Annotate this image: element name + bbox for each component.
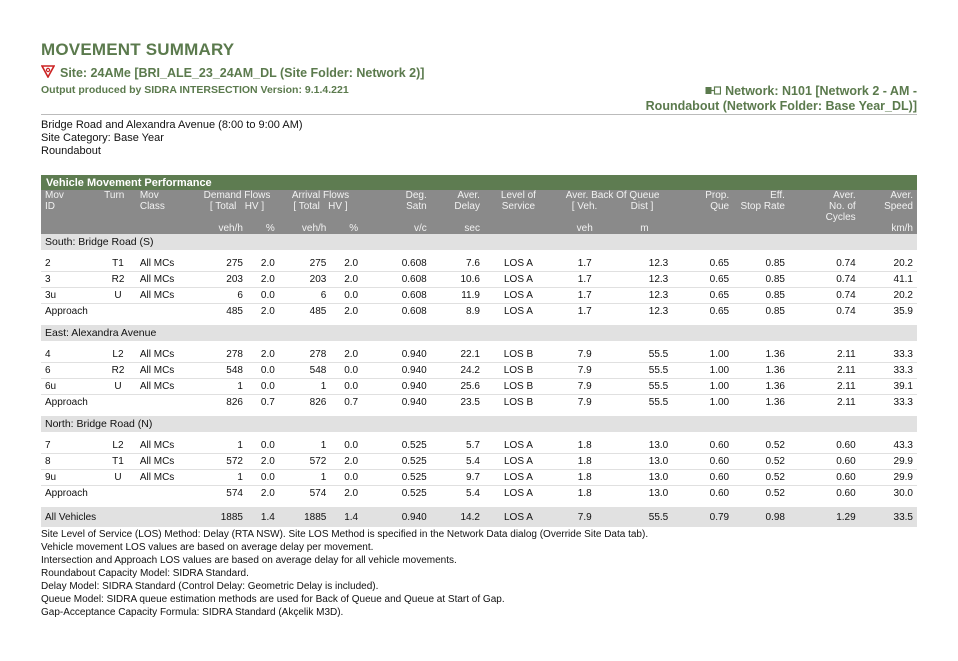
table-cell: 6 — [195, 288, 247, 304]
table-cell: 1 — [195, 379, 247, 395]
table-cell: LOS A — [484, 507, 553, 527]
table-cell: 0.608 — [362, 256, 431, 272]
notes — [41, 528, 648, 619]
table-cell: All MCs — [136, 379, 195, 395]
table-cell: All MCs — [136, 470, 195, 486]
table-cell: LOS A — [484, 288, 553, 304]
unit-speed: km/h — [860, 223, 917, 234]
table-cell: 1.8 — [577, 488, 592, 499]
table-cell: 0.0 — [247, 470, 279, 486]
table-cell: 1.4 — [330, 507, 362, 527]
col-aver-speed: Aver. Speed — [860, 190, 917, 223]
table-cell: 548 — [279, 363, 331, 379]
table-cell: 0.940 — [362, 507, 431, 527]
table-cell: 2.0 — [247, 347, 279, 363]
table-cell: 13.0 — [648, 488, 669, 499]
table-cell: 0.7 — [260, 397, 275, 408]
table-cell: 548 — [195, 363, 247, 379]
table-cell: 0.85 — [765, 306, 785, 317]
table-cell: All MCs — [136, 288, 195, 304]
table-cell: T1 — [100, 454, 136, 470]
table-cell: 0.65 — [709, 306, 730, 317]
table-cell: 35.9 — [893, 306, 913, 317]
table-cell: 7 — [41, 438, 100, 454]
table-cell: 41.1 — [860, 272, 917, 288]
table-cell: 7.9 — [553, 379, 617, 395]
table-cell: 9.7 — [431, 470, 484, 486]
unit-queue-dist: m — [617, 223, 673, 234]
table-cell: 7.9 — [553, 363, 617, 379]
meta-type: Roundabout — [41, 145, 101, 157]
table-cell: 14.2 — [431, 507, 484, 527]
table-cell: 1.36 — [733, 363, 789, 379]
table-cell: R2 — [100, 363, 136, 379]
table-cell: 2.0 — [247, 272, 279, 288]
table-cell — [136, 395, 195, 411]
table-cell: 1.7 — [553, 256, 617, 272]
table-cell: 0.74 — [789, 288, 860, 304]
table-cell: 826 — [309, 397, 327, 408]
table-cell: All MCs — [136, 363, 195, 379]
table-cell: 33.3 — [860, 363, 917, 379]
table-cell: 20.2 — [860, 288, 917, 304]
table-row — [41, 470, 917, 486]
table-cell: 1 — [279, 379, 331, 395]
table-cell: 0.0 — [247, 363, 279, 379]
table-cell: 22.1 — [431, 347, 484, 363]
note: Vehicle movement LOS values are based on average delay per movement. — [41, 542, 374, 553]
table-cell: LOS B — [484, 379, 553, 395]
network-heading — [646, 84, 917, 114]
table-cell: LOS A — [484, 470, 553, 486]
table-cell: 12.3 — [617, 256, 673, 272]
table-cell: 2.11 — [789, 379, 860, 395]
table-cell: 1.36 — [733, 379, 789, 395]
table-cell: 1.7 — [553, 272, 617, 288]
table-cell — [136, 507, 195, 527]
table-cell: 1.00 — [672, 347, 733, 363]
table-cell: 39.1 — [860, 379, 917, 395]
table-cell: 0.940 — [362, 379, 431, 395]
table-cell: 0.74 — [789, 272, 860, 288]
table-cell: 4 — [41, 347, 100, 363]
section-header — [41, 234, 917, 250]
table-cell: 0.85 — [733, 256, 789, 272]
table-cell: 0.608 — [401, 306, 427, 317]
table-cell: All MCs — [136, 438, 195, 454]
table-cell: 0.940 — [362, 363, 431, 379]
table-cell: 1.8 — [553, 438, 617, 454]
table-cell: 0.79 — [672, 507, 733, 527]
table-cell: 23.5 — [460, 397, 480, 408]
table-cell: 0.940 — [401, 397, 427, 408]
table-cell: Approach — [45, 306, 88, 317]
table-cell: 2.0 — [247, 454, 279, 470]
unit-demand-hv: % — [247, 223, 279, 234]
table-cell: LOS A — [503, 488, 533, 499]
unit-deg-satn: v/c — [362, 223, 431, 234]
col-deg-satn: Deg. Satn — [362, 190, 431, 223]
note: Intersection and Approach LOS values are based on average delay for all vehicle movements. — [41, 555, 457, 566]
table-cell: 0.0 — [247, 379, 279, 395]
table-row — [41, 272, 917, 288]
col-aver-delay: Aver. Delay — [431, 190, 484, 223]
network-line-2: Roundabout (Network Folder: Base Year_DL)] — [645, 99, 917, 114]
table-cell: 0.52 — [733, 438, 789, 454]
table-cell: 1.7 — [553, 288, 617, 304]
table-cell: LOS A — [484, 272, 553, 288]
table-cell: 33.3 — [860, 347, 917, 363]
table-row — [41, 454, 917, 470]
table-cell: 2.0 — [330, 272, 362, 288]
table-cell: 0.52 — [733, 454, 789, 470]
table-cell: 1.36 — [765, 397, 785, 408]
table-row — [41, 438, 917, 454]
table-cell: 7.9 — [553, 507, 617, 527]
table-cell: 2.0 — [344, 488, 359, 499]
unit-delay: sec — [431, 223, 484, 234]
produced-by: Output produced by SIDRA INTERSECTION Version: 9.1.4.221 — [41, 84, 349, 96]
table-cell: 0.60 — [789, 438, 860, 454]
table-cell: 0.60 — [789, 454, 860, 470]
table-cell: 0.525 — [362, 470, 431, 486]
col-back-of-queue: Aver. Back Of Queue [ Veh. Dist ] — [553, 190, 672, 223]
table-cell: 2 — [41, 256, 100, 272]
table-cell: 0.608 — [362, 272, 431, 288]
table-row — [41, 363, 917, 379]
table-cell: 12.3 — [648, 306, 669, 317]
table-cell: LOS A — [484, 256, 553, 272]
table-cell: 55.5 — [617, 363, 673, 379]
table-cell: 0.85 — [733, 272, 789, 288]
section-label: East: Alexandra Avenue — [41, 325, 917, 341]
table-cell: U — [100, 470, 136, 486]
table-cell: 0.525 — [401, 488, 427, 499]
table-cell: 5.4 — [431, 454, 484, 470]
movement-table — [41, 175, 917, 527]
table-cell: 1 — [279, 470, 331, 486]
approach-row — [41, 486, 917, 502]
unit-demand-total: veh/h — [195, 223, 247, 234]
table-cell: 574 — [309, 488, 327, 499]
site-label: Site: 24AMe [BRI_ALE_23_24AM_DL (Site Folder: Network 2)] — [60, 65, 425, 80]
table-cell: 6u — [41, 379, 100, 395]
table-header-row — [41, 190, 917, 223]
table-cell: 278 — [195, 347, 247, 363]
col-arrival-flows: Arrival Flows [ Total HV ] — [279, 190, 362, 223]
table-cell: 2.0 — [330, 347, 362, 363]
site-heading — [41, 64, 424, 81]
table-cell: 0.98 — [733, 507, 789, 527]
table-cell: 203 — [195, 272, 247, 288]
table-cell: 0.0 — [330, 288, 362, 304]
table-cell: 0.60 — [836, 488, 856, 499]
table-cell: 20.2 — [860, 256, 917, 272]
table-cell: 1 — [195, 470, 247, 486]
table-cell: 275 — [279, 256, 331, 272]
table-cell: 1885 — [195, 507, 247, 527]
table-cell — [136, 486, 195, 502]
table-cell: 826 — [226, 397, 243, 408]
table-cell: 33.3 — [893, 397, 913, 408]
table-cell: LOS B — [503, 397, 534, 408]
table-cell: LOS A — [484, 454, 553, 470]
table-cell: 0.0 — [330, 363, 362, 379]
col-demand-flows: Demand Flows [ Total HV ] — [195, 190, 279, 223]
table-cell — [136, 304, 195, 320]
unit-arrival-total: veh/h — [279, 223, 331, 234]
table-cell: LOS A — [484, 438, 553, 454]
table-cell: 0.0 — [330, 470, 362, 486]
table-cell: U — [100, 288, 136, 304]
table-cell: 12.3 — [617, 288, 673, 304]
roundabout-site-icon — [41, 64, 55, 81]
table-cell: 2.11 — [789, 347, 860, 363]
table-cell: All MCs — [136, 272, 195, 288]
table-cell: 0.85 — [733, 288, 789, 304]
table-cell: 0.60 — [709, 488, 730, 499]
table-cell: Approach — [45, 488, 88, 499]
table-cell: 1.00 — [709, 397, 730, 408]
table-cell: LOS A — [503, 306, 533, 317]
note: Roundabout Capacity Model: SIDRA Standard. — [41, 568, 249, 579]
table-cell: 29.9 — [860, 470, 917, 486]
table-cell: 12.3 — [617, 272, 673, 288]
table-cell: 10.6 — [431, 272, 484, 288]
table-cell: 0.525 — [362, 454, 431, 470]
header-divider — [41, 114, 917, 115]
table-cell: 0.7 — [344, 397, 359, 408]
table-cell: 0.52 — [765, 488, 785, 499]
table-cell: 572 — [195, 454, 247, 470]
table-cell: 572 — [279, 454, 331, 470]
table-cell: 1.36 — [733, 347, 789, 363]
table-cell: 55.5 — [617, 507, 673, 527]
table-cell: 30.0 — [893, 488, 913, 499]
table-cell: 2.0 — [344, 306, 359, 317]
table-cell: LOS B — [484, 347, 553, 363]
table-cell: 0.60 — [789, 470, 860, 486]
table-row — [41, 347, 917, 363]
table-cell: 0.60 — [672, 454, 733, 470]
table-cell: 55.5 — [648, 397, 669, 408]
col-prop-que: Prop. Que — [672, 190, 733, 223]
table-cell: 0.65 — [672, 288, 733, 304]
table-cell: 1.8 — [553, 470, 617, 486]
table-cell: L2 — [100, 347, 136, 363]
table-cell — [100, 507, 136, 527]
table-cell: All MCs — [136, 256, 195, 272]
col-eff-stop-rate: Eff. Stop Rate — [733, 190, 789, 223]
table-cell: 33.5 — [860, 507, 917, 527]
table-cell: LOS B — [484, 363, 553, 379]
table-cell: 5.4 — [466, 488, 480, 499]
table-cell: 1.00 — [672, 379, 733, 395]
table-row — [41, 256, 917, 272]
table-cell: 8 — [41, 454, 100, 470]
table-cell: 24.2 — [431, 363, 484, 379]
table-cell: 0.74 — [836, 306, 856, 317]
table-cell — [100, 304, 136, 320]
table-cell: 0.65 — [672, 272, 733, 288]
table-cell: 5.7 — [431, 438, 484, 454]
table-cell: 0.0 — [247, 438, 279, 454]
table-cell: 6 — [279, 288, 331, 304]
table-cell: 7.9 — [577, 397, 592, 408]
table-cell: 278 — [279, 347, 331, 363]
table-cell: 1.8 — [553, 454, 617, 470]
table-cell: 275 — [195, 256, 247, 272]
meta-category: Site Category: Base Year — [41, 132, 164, 144]
table-cell: 203 — [279, 272, 331, 288]
col-aver-cycles: Aver. No. of Cycles — [789, 190, 860, 223]
section-label: North: Bridge Road (N) — [41, 416, 917, 432]
table-cell: 13.0 — [617, 438, 673, 454]
table-cell: 0.65 — [672, 256, 733, 272]
table-cell — [100, 395, 136, 411]
table-cell: 2.0 — [260, 488, 275, 499]
col-mov-id: Mov ID — [41, 190, 100, 223]
col-level-of-service: Level of Service — [484, 190, 553, 223]
table-cell: 3u — [41, 288, 100, 304]
table-cell: 8.9 — [466, 306, 480, 317]
unit-arrival-hv: % — [330, 223, 362, 234]
table-cell: All MCs — [136, 454, 195, 470]
table-cell: 2.0 — [330, 454, 362, 470]
table-cell: 43.3 — [860, 438, 917, 454]
table-cell: 0.525 — [362, 438, 431, 454]
table-cell: 6 — [41, 363, 100, 379]
note: Site Level of Service (LOS) Method: Delay (RTA NSW). Site LOS Method is specified in the Network Data dialog (Override Site Data tab). — [41, 529, 649, 540]
table-cell: 2.0 — [247, 256, 279, 272]
table-cell: T1 — [100, 256, 136, 272]
table-cell: 0.608 — [362, 288, 431, 304]
table-cell: 9u — [41, 470, 100, 486]
table-cell: 0.60 — [672, 438, 733, 454]
all-vehicles-row — [41, 507, 917, 527]
table-row — [41, 288, 917, 304]
section-header — [41, 416, 917, 432]
meta-location: Bridge Road and Alexandra Avenue (8:00 to 9:00 AM) — [41, 119, 303, 131]
table-cell: 2.11 — [789, 363, 860, 379]
table-cell: 1.4 — [247, 507, 279, 527]
table-cell: 0.60 — [672, 470, 733, 486]
col-mov-class: Mov Class — [136, 190, 195, 223]
table-cell: 29.9 — [860, 454, 917, 470]
table-cell: 1.29 — [789, 507, 860, 527]
network-icon — [705, 84, 721, 99]
table-cell: 7.6 — [431, 256, 484, 272]
section-label: South: Bridge Road (S) — [41, 234, 917, 250]
table-units-row — [41, 223, 917, 234]
table-cell: 1 — [195, 438, 247, 454]
network-line-1: Network: N101 [Network 2 - AM - — [725, 84, 917, 98]
table-cell: 3 — [41, 272, 100, 288]
table-cell: 485 — [226, 306, 243, 317]
note: Delay Model: SIDRA Standard (Control Delay: Geometric Delay is included). — [41, 581, 379, 592]
table-cell: 2.11 — [836, 397, 856, 408]
table-cell: 13.0 — [617, 470, 673, 486]
table-cell: 55.5 — [617, 347, 673, 363]
table-cell: 2.0 — [330, 256, 362, 272]
page-title: MOVEMENT SUMMARY — [41, 40, 235, 59]
table-cell: 0.74 — [789, 256, 860, 272]
table-cell: 0.0 — [330, 438, 362, 454]
table-cell: 1885 — [279, 507, 331, 527]
table-cell: L2 — [100, 438, 136, 454]
table-cell: 0.0 — [247, 288, 279, 304]
table-cell: 0.0 — [330, 379, 362, 395]
table-cell: 0.52 — [733, 470, 789, 486]
table-cell: Approach — [45, 397, 88, 408]
note: Gap-Acceptance Capacity Formula: SIDRA Standard (Akçelik M3D). — [41, 607, 344, 618]
table-cell: 55.5 — [617, 379, 673, 395]
table-cell — [100, 486, 136, 502]
site-meta — [41, 119, 303, 158]
table-cell: 485 — [309, 306, 327, 317]
table-cell: 13.0 — [617, 454, 673, 470]
note: Queue Model: SIDRA queue estimation methods are used for Back of Queue and Queue at Start of Gap. — [41, 594, 505, 605]
table-row — [41, 379, 917, 395]
col-turn: Turn — [100, 190, 136, 223]
table-cell: 1.7 — [577, 306, 592, 317]
table-title: Vehicle Movement Performance — [41, 175, 917, 190]
table-cell: R2 — [100, 272, 136, 288]
table-cell: 7.9 — [553, 347, 617, 363]
table-cell: All MCs — [136, 347, 195, 363]
table-cell: 1 — [279, 438, 331, 454]
table-cell: All Vehicles — [41, 507, 100, 527]
table-cell: 1.00 — [672, 363, 733, 379]
unit-queue-veh: veh — [553, 223, 617, 234]
table-cell: U — [100, 379, 136, 395]
table-cell: 11.9 — [431, 288, 484, 304]
table-cell: 2.0 — [260, 306, 275, 317]
approach-row — [41, 304, 917, 320]
table-cell: 0.940 — [362, 347, 431, 363]
approach-row — [41, 395, 917, 411]
table-cell: 25.6 — [431, 379, 484, 395]
table-cell: 574 — [226, 488, 243, 499]
section-header — [41, 325, 917, 341]
